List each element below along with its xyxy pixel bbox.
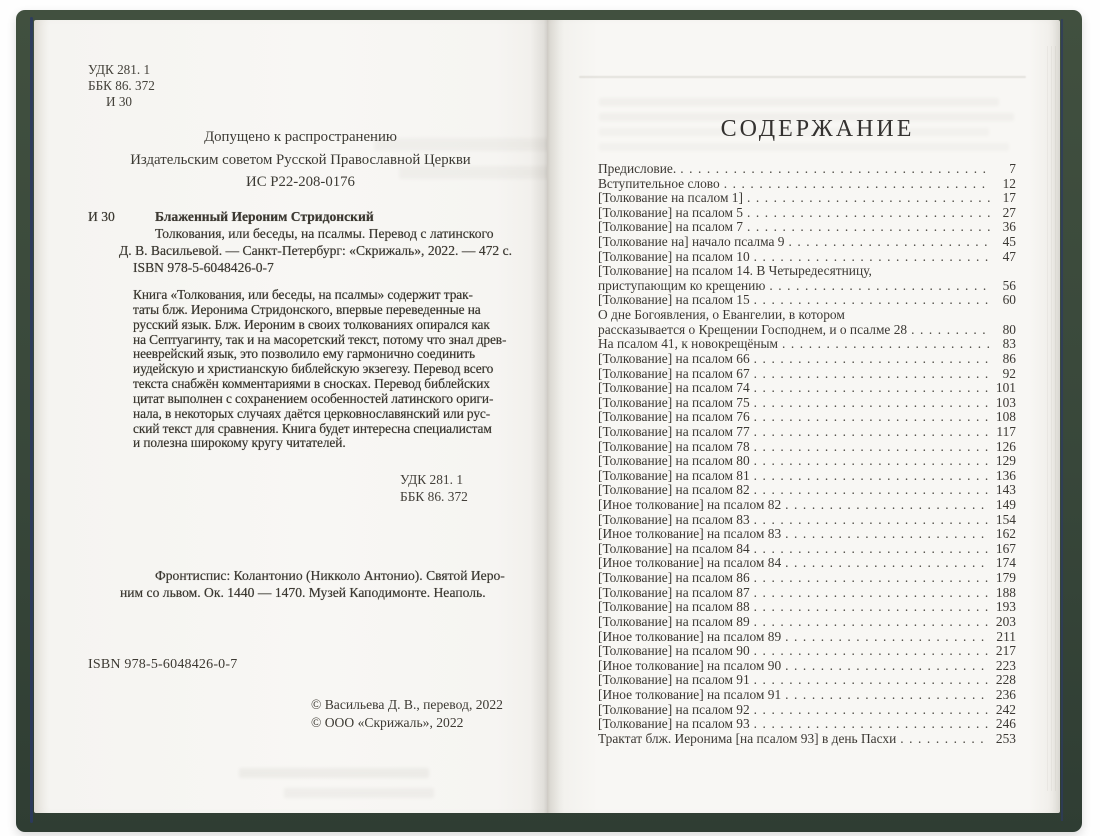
- toc-entry-line: [598, 498, 1016, 513]
- toc-page-number: 253: [995, 731, 1016, 746]
- toc-entry-label: Вступительное слово: [598, 176, 720, 191]
- toc-entry-line: [598, 673, 1016, 688]
- toc-entry-line: [598, 323, 1016, 338]
- right-page: [547, 20, 1060, 813]
- toc-page-number: 188: [995, 585, 1016, 600]
- bib-isbn: ISBN 978-5-6048426-0-7: [133, 260, 274, 275]
- page-stack-edge: [1047, 46, 1057, 791]
- toc-entry-line: [598, 513, 1016, 528]
- cover-edge-line-left: [30, 17, 33, 823]
- dot-leader: [743, 191, 990, 206]
- frontispiece-note: [120, 568, 505, 602]
- toc-entry-line: [598, 177, 1016, 192]
- bleed-through-ghost: [284, 788, 434, 798]
- toc-entry-line: [598, 235, 1016, 250]
- toc-entry-label: [Толкование на псалом 1]: [598, 191, 743, 206]
- dot-leader: [781, 527, 990, 542]
- dot-leader: [781, 630, 990, 645]
- dot-leader: [750, 586, 990, 601]
- toc-page-number: 86: [1002, 351, 1016, 366]
- toc-entry-label: [Иное толкование] на псалом 82: [598, 498, 782, 513]
- toc-entry-line: [598, 483, 1016, 498]
- book-cover: [16, 10, 1082, 832]
- toc-entry-label: [Толкование] на псалом 83: [598, 512, 750, 527]
- dot-leader: [750, 703, 990, 718]
- bleed-through-ghost: [239, 768, 429, 778]
- annotation-line: текста снабжён комментариями в сносках. Перевод библейских: [133, 376, 490, 392]
- bib-index: И 30: [88, 209, 115, 224]
- dot-leader: [781, 659, 990, 674]
- table-of-contents: [598, 162, 1016, 746]
- toc-entry-line: [598, 644, 1016, 659]
- toc-entry-label: [Толкование] на псалом 86: [598, 571, 750, 586]
- dot-leader: [750, 615, 990, 630]
- toc-entry-line: [598, 206, 1016, 221]
- udk-line: УДК 281. 1: [400, 472, 464, 487]
- toc-page-number: 193: [995, 600, 1016, 615]
- toc-entry-label: приступающим ко крещению: [598, 278, 766, 293]
- bleed-through-ghost: [599, 98, 999, 106]
- annotation-line: цитат выполнен с сохранением особенностей латинского ориги-: [133, 390, 494, 406]
- annotation-line: и полезна широкому кругу читателей.: [133, 435, 346, 451]
- toc-entry-label: [Толкование на] начало псалма 9: [598, 235, 785, 250]
- approval-line: ИС Р22-208-0176: [246, 174, 355, 191]
- toc-entry-label: [Толкование] на псалом 78: [598, 439, 750, 454]
- toc-page-number: 179: [995, 571, 1016, 586]
- toc-entry-line: [598, 615, 1016, 630]
- copyright-line: © Васильева Д. В., перевод, 2022: [311, 697, 503, 712]
- annotation-paragraph: [133, 288, 506, 451]
- toc-entry-line: [598, 308, 1016, 323]
- toc-page-number: 143: [995, 483, 1016, 498]
- annotation-line: ский текст для сравнения. Книга будет интересна специалистам: [133, 420, 492, 436]
- annotation-line: нала, в некоторых случаях даётся церковнославянский или рус-: [133, 405, 491, 421]
- toc-entry-label: [Толкование] на псалом 10: [598, 249, 750, 264]
- frontispiece-line: ним со львом. Ок. 1440 — 1470. Музей Каподимонте. Неаполь.: [120, 584, 486, 600]
- toc-entry-label: [Толкование] на псалом 7: [598, 220, 743, 235]
- dot-leader: [750, 600, 990, 615]
- toc-entry-line: [598, 279, 1016, 294]
- toc-page-number: 17: [1002, 191, 1016, 206]
- toc-entry-label: [Толкование] на псалом 92: [598, 702, 750, 717]
- toc-entry-line: [598, 337, 1016, 352]
- toc-entry-label: [Толкование] на псалом 74: [598, 381, 750, 396]
- toc-entry-line: [598, 659, 1016, 674]
- toc-page-number: 149: [995, 498, 1016, 513]
- toc-entry-line: [598, 454, 1016, 469]
- toc-page-number: 60: [1002, 293, 1016, 308]
- toc-entry-label: [Иное толкование] на псалом 89: [598, 629, 782, 644]
- toc-entry-label: [Толкование] на псалом 76: [598, 410, 750, 425]
- toc-entry-label: [Толкование] на псалом 66: [598, 351, 750, 366]
- toc-page-number: 47: [1002, 249, 1016, 264]
- toc-page-number: 45: [1002, 235, 1016, 250]
- index-line: И 30: [106, 94, 133, 109]
- bleed-through-rule: [579, 76, 1026, 78]
- dot-leader: [750, 396, 990, 411]
- toc-entry-line: [598, 440, 1016, 455]
- toc-page-number: 83: [1002, 337, 1016, 352]
- toc-entry-line: [598, 264, 1016, 279]
- toc-page-number: 167: [995, 541, 1016, 556]
- toc-entry-label: [Иное толкование] на псалом 84: [598, 556, 782, 571]
- toc-page-number: 129: [995, 454, 1016, 469]
- toc-entry-label: Трактат блж. Иеронима [на псалом 93] в день Пасхи: [598, 731, 897, 746]
- annotation-line: иудейскую и христианскую библейскую экзегезу. Перевод всего: [133, 361, 494, 377]
- toc-page-number: 154: [995, 512, 1016, 527]
- toc-page-number: 162: [995, 527, 1016, 542]
- toc-entry-label: На псалом 41, к новокрещёным: [598, 337, 779, 352]
- toc-entry-line: [598, 600, 1016, 615]
- toc-entry-line: [598, 410, 1016, 425]
- toc-entry-label: [Толкование] на псалом 88: [598, 600, 750, 615]
- toc-entry-line: [598, 469, 1016, 484]
- toc-entry-label: [Толкование] на псалом 89: [598, 614, 750, 629]
- toc-entry-label: О дне Богоявления, о Евангелии, в котором: [598, 308, 845, 323]
- dot-leader: [743, 220, 990, 235]
- dot-leader: [750, 454, 990, 469]
- bleed-through-ghost: [599, 143, 1009, 151]
- toc-entry-line: [598, 717, 1016, 732]
- toc-entry-line: [598, 220, 1016, 235]
- toc-entry-line: [598, 191, 1016, 206]
- toc-entry-label: [Толкование] на псалом 93: [598, 717, 750, 732]
- dot-leader: [750, 717, 990, 732]
- toc-page-number: 36: [1002, 220, 1016, 235]
- toc-entry-label: [Толкование] на псалом 14. В Четыредесятницу,: [598, 264, 872, 279]
- toc-page-number: 136: [995, 468, 1016, 483]
- dot-leader: [750, 571, 990, 586]
- dot-leader: [750, 542, 990, 557]
- bib-author: Блаженный Иероним Стридонский: [155, 209, 374, 224]
- cover-edge-line-right: [1061, 19, 1063, 821]
- dot-leader: [750, 381, 990, 396]
- dot-leader: [765, 279, 990, 294]
- dot-leader: [750, 352, 990, 367]
- bibliographic-entry: [88, 208, 512, 276]
- toc-page-number: 211: [996, 629, 1016, 644]
- toc-title: СОДЕРЖАНИЕ: [720, 116, 915, 142]
- annotation-line: на Септуагинту, так и на масоретский текст, потому что знал древ-: [133, 331, 507, 347]
- toc-page-number: 80: [1002, 322, 1016, 337]
- dot-leader: [907, 323, 990, 338]
- dot-leader: [750, 250, 990, 265]
- toc-entry-line: [598, 586, 1016, 601]
- toc-entry-line: [598, 381, 1016, 396]
- approval-line: Издательским советом Русской Православной Церкви: [130, 151, 471, 168]
- toc-entry-line: [598, 162, 1016, 177]
- book-spread: [34, 20, 1060, 813]
- toc-entry-label: [Толкование] на псалом 87: [598, 585, 750, 600]
- toc-entry-line: [598, 732, 1016, 747]
- toc-entry-label: [Толкование] на псалом 15: [598, 293, 750, 308]
- dot-leader: [778, 337, 990, 352]
- toc-entry-label: [Толкование] на псалом 81: [598, 468, 750, 483]
- toc-page-number: 242: [995, 702, 1016, 717]
- toc-entry-label: [Толкование] на псалом 84: [598, 541, 750, 556]
- toc-entry-line: [598, 630, 1016, 645]
- toc-entry-line: [598, 250, 1016, 265]
- toc-page-number: 217: [995, 644, 1016, 659]
- bbk-line: ББК 86. 372: [400, 488, 468, 504]
- dot-leader: [781, 498, 990, 513]
- toc-entry-label: [Толкование] на псалом 67: [598, 366, 750, 381]
- toc-entry-line: [598, 396, 1016, 411]
- toc-page-number: 56: [1002, 278, 1016, 293]
- toc-page-number: 12: [1002, 176, 1016, 191]
- bib-title-line: Д. В. Васильевой. — Санкт-Петербург: «Скрижаль», 2022. — 472 с.: [119, 243, 513, 258]
- left-page: [34, 20, 547, 813]
- toc-page-number: 126: [995, 439, 1016, 454]
- annotation-line: нееврейский язык, это позволило ему гармонично соединить: [133, 346, 475, 362]
- toc-entry-line: [598, 367, 1016, 382]
- dot-leader: [750, 644, 990, 659]
- toc-entry-line: [598, 293, 1016, 308]
- toc-entry-label: [Толкование] на псалом 77: [598, 424, 750, 439]
- frontispiece-line: Фронтиспис: Колантонио (Никколо Антонио). Святой Иеро-: [155, 568, 505, 583]
- toc-entry-label: [Иное толкование] на псалом 83: [598, 527, 782, 542]
- toc-page-number: 108: [995, 410, 1016, 425]
- dot-leader: [743, 206, 990, 221]
- toc-entry-label: [Толкование] на псалом 90: [598, 644, 750, 659]
- toc-entry-label: Предисловие.: [598, 162, 677, 176]
- toc-page-number: 246: [995, 717, 1016, 732]
- bib-title-line: Толкования, или беседы, на псалмы. Перевод с латинского: [155, 226, 494, 241]
- toc-entry-label: [Толкование] на псалом 5: [598, 205, 743, 220]
- toc-entry-label: [Толкование] на псалом 80: [598, 454, 750, 469]
- toc-page-number: 236: [995, 687, 1016, 702]
- udk-bbk-block-top: [88, 62, 155, 110]
- toc-entry-line: [598, 703, 1016, 718]
- dot-leader: [781, 556, 990, 571]
- dot-leader: [676, 162, 990, 177]
- toc-entry-label: [Иное толкование] на псалом 91: [598, 687, 782, 702]
- toc-entry-line: [598, 556, 1016, 571]
- dot-leader: [784, 235, 990, 250]
- toc-entry-line: [598, 352, 1016, 367]
- toc-page-number: 27: [1002, 205, 1016, 220]
- dot-leader: [750, 483, 990, 498]
- dot-leader: [720, 177, 990, 192]
- bbk-line: ББК 86. 372: [88, 78, 155, 93]
- toc-page-number: 223: [995, 658, 1016, 673]
- church-approval-block: [44, 126, 557, 194]
- udk-line: УДК 281. 1: [88, 62, 151, 77]
- toc-entry-label: [Толкование] на псалом 82: [598, 483, 750, 498]
- annotation-line: таты блж. Иеронима Стридонского, впервые переведенные на: [133, 301, 481, 317]
- toc-page-number: 103: [995, 395, 1016, 410]
- dot-leader: [750, 293, 990, 308]
- toc-entry-label: рассказывается о Крещении Господнем, и о псалме 28: [598, 322, 908, 337]
- dot-leader: [750, 469, 990, 484]
- toc-page-number: 7: [1009, 162, 1016, 176]
- toc-entry-line: [598, 571, 1016, 586]
- dot-leader: [750, 425, 990, 440]
- dot-leader: [750, 367, 990, 382]
- annotation-line: Книга «Толкования, или беседы, на псалмы» содержит трак-: [133, 287, 473, 302]
- dot-leader: [781, 688, 990, 703]
- toc-entry-line: [598, 425, 1016, 440]
- toc-page-number: 92: [1002, 366, 1016, 381]
- toc-entry-label: [Иное толкование] на псалом 90: [598, 658, 782, 673]
- dot-leader: [750, 673, 990, 688]
- annotation-line: русский язык. Блж. Иероним в своих толкованиях опирался как: [133, 316, 490, 332]
- copyright-block: [311, 696, 503, 731]
- dot-leader: [750, 440, 990, 455]
- approval-line: Допущено к распространению: [204, 129, 397, 145]
- dot-leader: [750, 410, 990, 425]
- toc-page-number: 228: [995, 673, 1016, 688]
- toc-entry-label: [Толкование] на псалом 91: [598, 673, 750, 688]
- isbn-line: ISBN 978-5-6048426-0-7: [88, 657, 238, 672]
- udk-bbk-block-bottom: [400, 472, 468, 505]
- toc-entry-line: [598, 542, 1016, 557]
- toc-entry-line: [598, 527, 1016, 542]
- toc-page-number: 203: [995, 614, 1016, 629]
- toc-page-number: 174: [995, 556, 1016, 571]
- dot-leader: [896, 732, 990, 747]
- copyright-line: © ООО «Скрижаль», 2022: [311, 714, 464, 730]
- dot-leader: [750, 513, 990, 528]
- toc-entry-label: [Толкование] на псалом 75: [598, 395, 750, 410]
- toc-page-number: 117: [996, 424, 1016, 439]
- toc-page-number: 101: [995, 381, 1016, 396]
- toc-entry-line: [598, 688, 1016, 703]
